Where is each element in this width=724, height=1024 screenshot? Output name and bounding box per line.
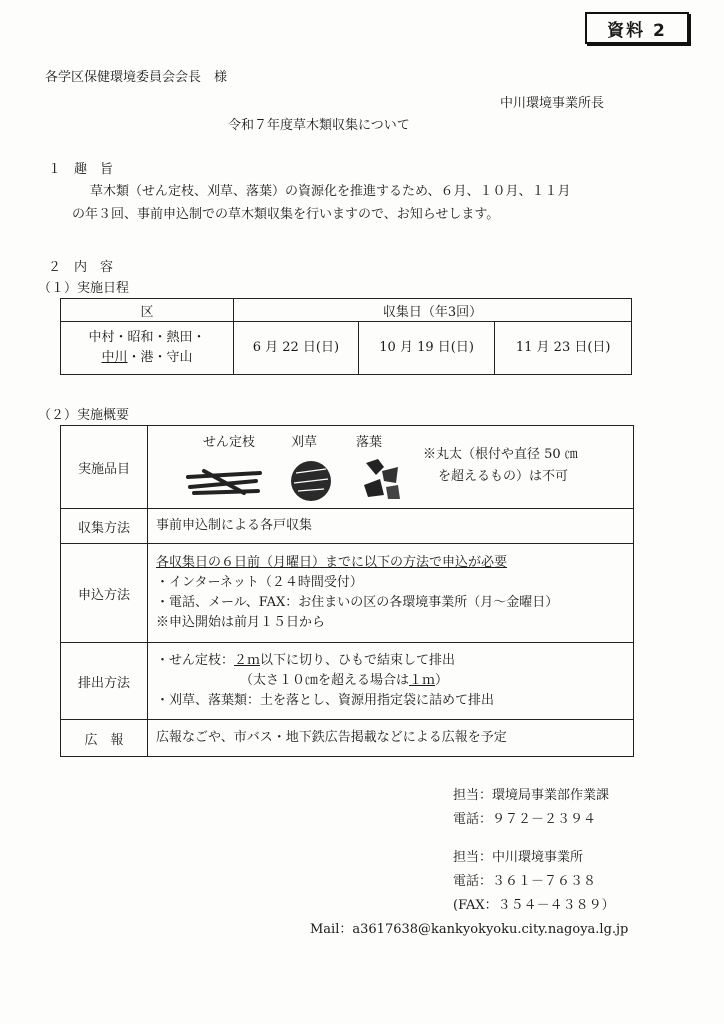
dispose-grass-leaves: ・刈草、落葉類：土を落とし、資源用指定袋に詰めて排出 <box>156 693 495 708</box>
contact2-fax: (FAX：３５４－４３８９） <box>453 898 615 913</box>
apply-cell <box>148 544 634 643</box>
dispose-label: 排出方法 <box>61 643 148 720</box>
schedule-header-dates: 収集日（年3回） <box>234 299 632 322</box>
item-cut-grass: 刈草 <box>291 435 318 450</box>
section1-text-line1: 草木類（せん定枝、刈草、落葉）の資源化を推進するため、６月、１０月、１１月 <box>90 184 571 199</box>
items-note-line2: を超えるもの）は不可 <box>438 469 569 484</box>
apply-line2: ・インターネット（２４時間受付） <box>156 575 363 590</box>
dispose-branches-rest: 以下に切り、ひもで結束して排出 <box>260 653 456 668</box>
document-label: 資料 2 <box>585 12 689 44</box>
apply-label: 申込方法 <box>61 544 148 643</box>
ward-names-line2: ・港・守山 <box>127 350 193 365</box>
item-pruned-branches: せん定枝 <box>203 435 256 450</box>
items-cell <box>148 426 634 509</box>
items-label: 実施品目 <box>61 426 148 509</box>
schedule-header-ward: 区 <box>61 299 234 322</box>
contact-block-1 <box>453 784 609 832</box>
dispose-branches-length: ２ｍ <box>234 653 261 668</box>
apply-line1: 各収集日の６日前（月曜日）までに以下の方法で申込が必要 <box>156 555 508 570</box>
section2-heading: ２ 内 容 <box>48 260 114 275</box>
grass-icon <box>288 455 334 503</box>
contact-block-2 <box>453 846 615 918</box>
document-title: 令和７年度草木類収集について <box>228 118 410 133</box>
section1-text-line2: の年３回、事前申込制での草木類収集を行いますので、お知らせします。 <box>72 207 500 222</box>
dispose-cell <box>148 643 634 720</box>
dispose-branches-prefix: ・せん定枝： <box>156 653 235 668</box>
overview-table <box>60 425 634 757</box>
items-note-line1: ※丸太（根付や直径 50 ㎝ <box>423 447 578 462</box>
dispose-thickness-note: （太さ１０㎝を超える場合は <box>240 673 410 688</box>
contact2-tel: 電話：３６１－７６３８ <box>453 874 597 889</box>
branches-icon <box>184 463 264 497</box>
schedule-date-june: 6 月 22 日(日) <box>234 322 359 375</box>
item-fallen-leaves: 落葉 <box>356 435 383 450</box>
pr-label: 広 報 <box>61 720 148 757</box>
schedule-table <box>60 298 632 375</box>
addressee: 各学区保健環境委員会会長 様 <box>45 70 228 85</box>
ward-names-line1: 中村・昭和・熱田・ <box>88 330 206 345</box>
contact2-dept: 担当：中川環境事業所 <box>453 850 584 865</box>
schedule-date-october: 10 月 19 日(日) <box>358 322 495 375</box>
pr-text: 広報なごや、市バス・地下鉄広告掲載などによる広報を予定 <box>148 720 634 757</box>
contact1-dept: 担当：環境局事業部作業課 <box>453 788 610 803</box>
ward-name-nakagawa: 中川 <box>101 350 128 365</box>
method-label: 収集方法 <box>61 509 148 544</box>
method-text: 事前申込制による各戸収集 <box>148 509 634 544</box>
dispose-thickness-length: １ｍ <box>409 673 436 688</box>
schedule-date-november: 11 月 23 日(日) <box>495 322 632 375</box>
apply-line3: ・電話、メール、FAX：お住まいの区の各環境事業所（月～金曜日） <box>156 595 559 610</box>
leaves-icon <box>358 455 404 503</box>
apply-line4: ※申込開始は前月１５日から <box>156 615 326 630</box>
schedule-ward-cell <box>61 322 234 375</box>
dispose-thickness-close: ） <box>435 673 449 688</box>
contact-mail: Mail：a3617638@kankyokyoku.city.nagoya.lg.jp <box>310 922 629 937</box>
subsection-overview-heading: （２）実施概要 <box>38 408 130 423</box>
section1-heading: １ 趣 旨 <box>48 162 114 177</box>
subsection-schedule-heading: （１）実施日程 <box>38 281 130 296</box>
contact1-tel: 電話：９７２－２３９４ <box>453 812 597 827</box>
sender: 中川環境事業所長 <box>500 96 605 111</box>
